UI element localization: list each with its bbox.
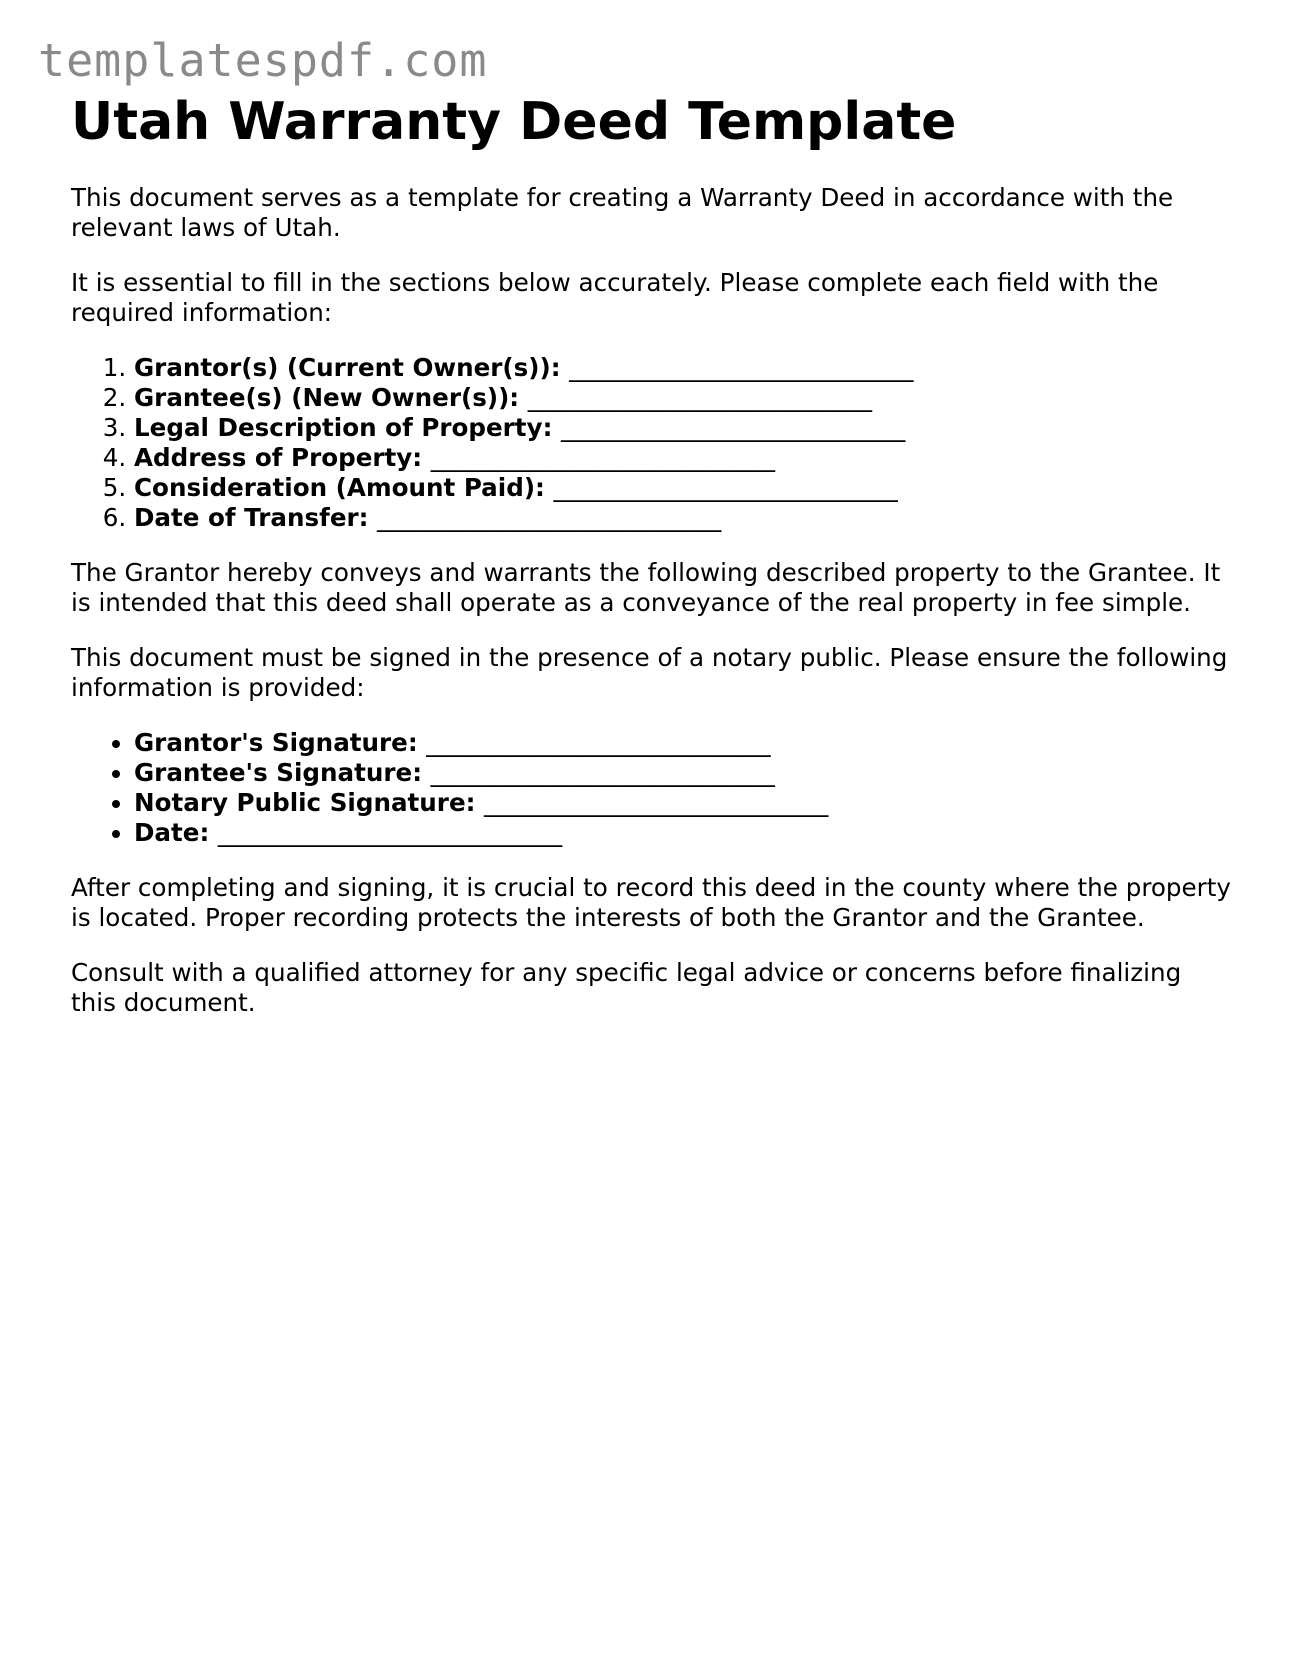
signature-list: [71, 728, 1231, 848]
instructions-paragraph: It is essential to fill in the sections below accurately. Please complete each field with the required information:: [71, 268, 1159, 327]
conveyance-paragraph: The Grantor hereby conveys and warrants the following described property to the Grantee. It is intended that this deed shall operate as a conveyance of the real property in fee simple.: [71, 558, 1221, 617]
notary-paragraph: This document must be signed in the presence of a notary public. Please ensure the following information is provided:: [71, 643, 1228, 702]
fill-in-blank[interactable]: ____________________________: [560, 413, 906, 442]
field-label: Grantor(s) (Current Owner(s)):: [134, 353, 561, 382]
field-date-of-transfer: [134, 503, 1231, 533]
fill-in-blank[interactable]: ____________________________: [430, 758, 775, 787]
fill-in-blank[interactable]: ____________________________: [553, 473, 898, 502]
field-label: Date of Transfer:: [134, 503, 369, 532]
fill-in-blank[interactable]: ____________________________: [569, 353, 914, 382]
field-grantee: [134, 383, 1231, 413]
signature-label: Grantor's Signature:: [134, 728, 418, 757]
field-label: Legal Description of Property:: [134, 413, 553, 442]
page-title: Utah Warranty Deed Template: [71, 92, 957, 152]
fill-in-blank[interactable]: ____________________________: [484, 788, 829, 817]
signature-label: Date:: [134, 818, 210, 847]
field-label: Consideration (Amount Paid):: [134, 473, 545, 502]
signature-label: Notary Public Signature:: [134, 788, 476, 817]
signature-grantor: [134, 728, 1231, 758]
fill-in-blank[interactable]: ____________________________: [377, 503, 722, 532]
deed-fields-list: [71, 353, 1231, 533]
fill-in-blank[interactable]: ____________________________: [527, 383, 873, 412]
field-label: Address of Property:: [134, 443, 423, 472]
watermark: templatespdf.com: [38, 34, 488, 87]
signature-date: [134, 818, 1231, 848]
intro-paragraph: This document serves as a template for creating a Warranty Deed in accordance with the relevant laws of Utah.: [71, 183, 1174, 242]
field-legal-description: [134, 413, 1231, 443]
field-label: Grantee(s) (New Owner(s)):: [134, 383, 520, 412]
signature-grantee: [134, 758, 1231, 788]
consult-paragraph: Consult with a qualified attorney for any specific legal advice or concerns before finalizing this document.: [71, 958, 1182, 1017]
signature-notary: [134, 788, 1231, 818]
fill-in-blank[interactable]: ____________________________: [217, 818, 563, 847]
fill-in-blank[interactable]: ____________________________: [426, 728, 771, 757]
field-consideration: [134, 473, 1231, 503]
field-address: [134, 443, 1231, 473]
recording-paragraph: After completing and signing, it is crucial to record this deed in the county where the property is located. Proper recording protects the interests of both the Grantor and the Grantee.: [71, 873, 1231, 932]
document-body: [71, 92, 1231, 1018]
signature-label: Grantee's Signature:: [134, 758, 423, 787]
fill-in-blank[interactable]: ____________________________: [430, 443, 776, 472]
field-grantor: [134, 353, 1231, 383]
